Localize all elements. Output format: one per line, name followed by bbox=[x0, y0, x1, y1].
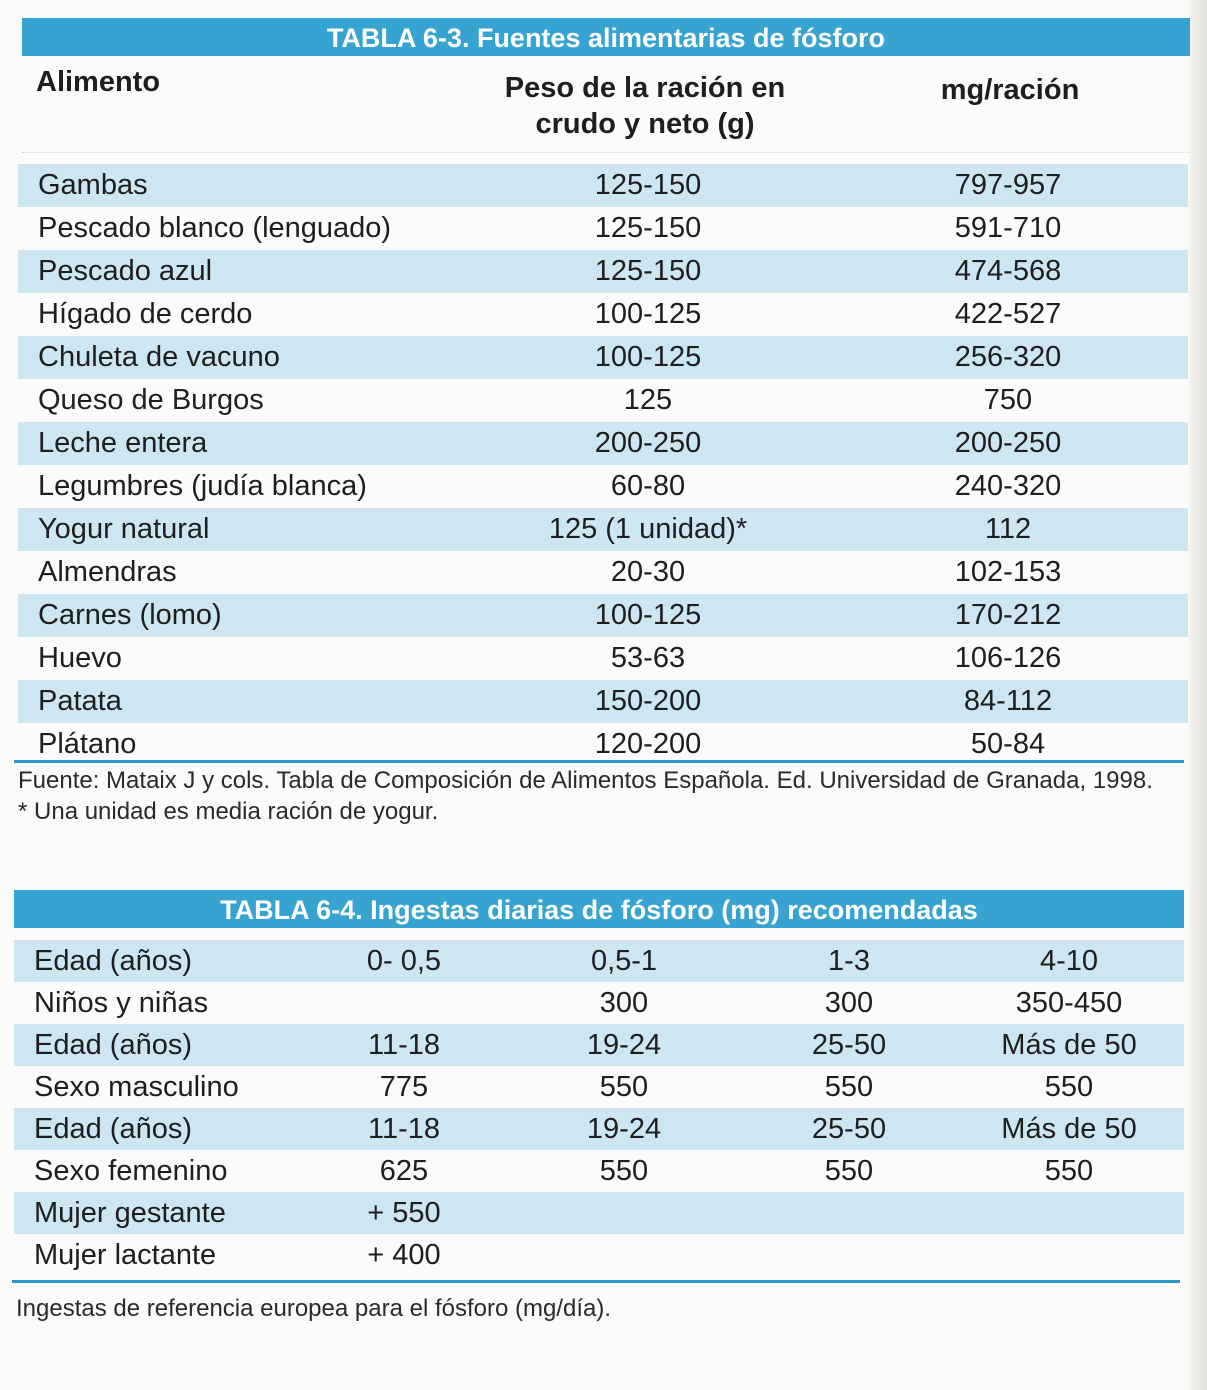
cell-col1: 0- 0,5 bbox=[366, 944, 442, 977]
table-row bbox=[14, 1066, 1184, 1108]
table-row bbox=[18, 293, 1188, 336]
table-6-4-title: TABLA 6-4. Ingestas diarias de fósforo (mg) recomendadas bbox=[14, 890, 1184, 928]
cell-col4: 550 bbox=[1044, 1154, 1094, 1187]
cell-col4: Más de 50 bbox=[1001, 1112, 1137, 1145]
cell-weight: 125 bbox=[623, 384, 673, 416]
cell-food: Legumbres (judía blanca) bbox=[38, 470, 367, 502]
cell-food: Plátano bbox=[38, 728, 137, 760]
cell-label: Mujer gestante bbox=[34, 1196, 226, 1229]
cell-col1: + 400 bbox=[367, 1238, 441, 1271]
cell-col3: 1-3 bbox=[828, 944, 870, 977]
table-row bbox=[18, 508, 1188, 551]
cell-food: Pescado azul bbox=[38, 255, 213, 287]
table-6-3-bottom-rule bbox=[14, 760, 1184, 763]
cell-food: Patata bbox=[38, 685, 122, 717]
cell-col4: Más de 50 bbox=[1001, 1028, 1137, 1061]
table-row bbox=[14, 1150, 1184, 1192]
cell-mg: 200-250 bbox=[954, 427, 1062, 459]
table-6-4-caption: Ingestas de referencia europea para el fósforo (mg/día). bbox=[16, 1295, 612, 1322]
cell-col3: 300 bbox=[824, 986, 874, 1019]
table-row bbox=[18, 465, 1188, 508]
table-row bbox=[18, 551, 1188, 594]
cell-col1: 625 bbox=[379, 1154, 429, 1187]
table-6-3-title: TABLA 6-3. Fuentes alimentarias de fósforo bbox=[22, 18, 1190, 56]
cell-mg: 797-957 bbox=[954, 169, 1062, 201]
cell-weight: 200-250 bbox=[594, 427, 702, 459]
table-row bbox=[14, 982, 1184, 1024]
cell-label: Niños y niñas bbox=[34, 986, 209, 1019]
table-6-3-footnote: * Una unidad es media ración de yogur. bbox=[18, 798, 439, 825]
cell-food: Queso de Burgos bbox=[38, 384, 264, 416]
cell-mg: 170-212 bbox=[954, 599, 1062, 631]
table-6-4-bottom-rule bbox=[12, 1280, 1180, 1283]
cell-food: Gambas bbox=[38, 169, 148, 201]
table-row bbox=[14, 1192, 1184, 1234]
cell-col4: 550 bbox=[1044, 1070, 1094, 1103]
table-row bbox=[18, 637, 1188, 680]
cell-col2: 550 bbox=[599, 1154, 649, 1187]
cell-food: Yogur natural bbox=[38, 513, 210, 545]
cell-food: Pescado blanco (lenguado) bbox=[38, 212, 392, 244]
page-edge bbox=[1189, 0, 1207, 1390]
cell-col3: 25-50 bbox=[811, 1028, 887, 1061]
cell-col2: 19-24 bbox=[586, 1112, 662, 1145]
cell-label: Edad (años) bbox=[34, 1028, 192, 1061]
cell-mg: 474-568 bbox=[954, 255, 1062, 287]
header-mg: mg/ración bbox=[940, 74, 1080, 106]
table-row bbox=[18, 680, 1188, 723]
cell-mg: 591-710 bbox=[954, 212, 1062, 244]
header-divider bbox=[22, 152, 1190, 153]
table-row bbox=[14, 1024, 1184, 1066]
cell-weight: 53-63 bbox=[610, 642, 686, 674]
table-row bbox=[18, 594, 1188, 637]
table-row bbox=[18, 336, 1188, 379]
table-row bbox=[18, 379, 1188, 422]
cell-food: Almendras bbox=[38, 556, 177, 588]
cell-col3: 550 bbox=[824, 1070, 874, 1103]
cell-col3: 550 bbox=[824, 1154, 874, 1187]
cell-label: Sexo masculino bbox=[34, 1070, 239, 1103]
cell-mg: 240-320 bbox=[954, 470, 1062, 502]
cell-weight: 150-200 bbox=[594, 685, 702, 717]
cell-weight: 100-125 bbox=[594, 341, 702, 373]
cell-weight: 125-150 bbox=[594, 212, 702, 244]
header-food: Alimento bbox=[36, 66, 161, 98]
cell-label: Edad (años) bbox=[34, 944, 192, 977]
cell-weight: 125-150 bbox=[594, 255, 702, 287]
cell-col2: 19-24 bbox=[586, 1028, 662, 1061]
table-row bbox=[14, 1234, 1184, 1276]
cell-food: Huevo bbox=[38, 642, 122, 674]
cell-col1: 11-18 bbox=[367, 1028, 441, 1061]
cell-food: Leche entera bbox=[38, 427, 208, 459]
cell-mg: 84-112 bbox=[963, 685, 1053, 717]
cell-mg: 106-126 bbox=[954, 642, 1062, 674]
cell-col1: + 550 bbox=[367, 1196, 441, 1229]
cell-mg: 112 bbox=[984, 513, 1032, 545]
cell-weight: 100-125 bbox=[594, 298, 702, 330]
table-row bbox=[14, 940, 1184, 982]
header-weight: Peso de la ración en crudo y neto (g) bbox=[504, 72, 786, 140]
table-row bbox=[18, 250, 1188, 293]
cell-food: Carnes (lomo) bbox=[38, 599, 222, 631]
cell-col2: 0,5-1 bbox=[590, 944, 658, 977]
cell-col4: 350-450 bbox=[1015, 986, 1123, 1019]
cell-col1: 775 bbox=[379, 1070, 429, 1103]
cell-col4: 4-10 bbox=[1039, 944, 1099, 977]
cell-col2: 300 bbox=[599, 986, 649, 1019]
cell-weight: 20-30 bbox=[610, 556, 686, 588]
cell-weight: 120-200 bbox=[594, 728, 702, 760]
cell-weight: 100-125 bbox=[594, 599, 702, 631]
cell-food: Hígado de cerdo bbox=[38, 298, 253, 330]
cell-weight: 125 (1 unidad)* bbox=[548, 513, 748, 545]
cell-col1: 11-18 bbox=[367, 1112, 441, 1145]
table-row bbox=[14, 1108, 1184, 1150]
cell-label: Sexo femenino bbox=[34, 1154, 228, 1187]
table-row bbox=[18, 164, 1188, 207]
cell-label: Edad (años) bbox=[34, 1112, 192, 1145]
table-row bbox=[18, 422, 1188, 465]
cell-mg: 750 bbox=[983, 384, 1033, 416]
cell-mg: 256-320 bbox=[954, 341, 1062, 373]
cell-mg: 50-84 bbox=[970, 728, 1046, 760]
cell-col3: 25-50 bbox=[811, 1112, 887, 1145]
cell-mg: 422-527 bbox=[954, 298, 1062, 330]
cell-weight: 125-150 bbox=[594, 169, 702, 201]
table-row bbox=[18, 207, 1188, 250]
cell-label: Mujer lactante bbox=[34, 1238, 217, 1271]
cell-col2: 550 bbox=[599, 1070, 649, 1103]
cell-food: Chuleta de vacuno bbox=[38, 341, 280, 373]
cell-mg: 102-153 bbox=[954, 556, 1062, 588]
table-6-3-source: Fuente: Mataix J y cols. Tabla de Composición de Alimentos Española. Ed. Universidad de Granada, 1998. bbox=[18, 767, 1153, 794]
cell-weight: 60-80 bbox=[610, 470, 686, 502]
